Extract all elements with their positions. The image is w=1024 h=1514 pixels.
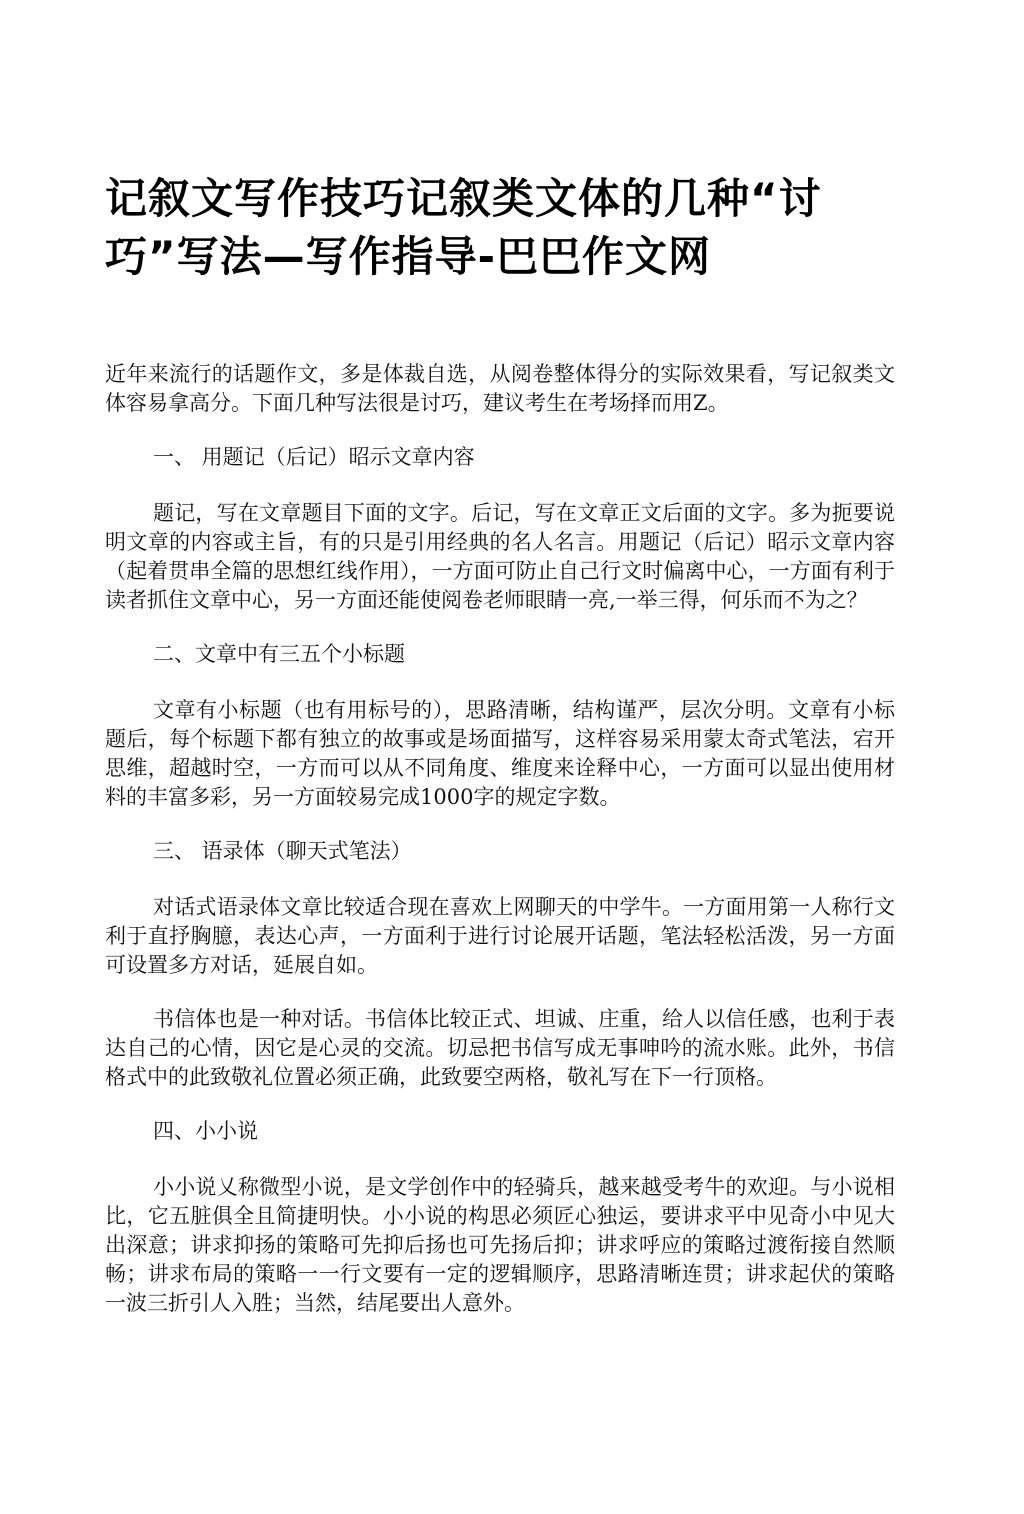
intro-paragraph: 近年来流行的话题作文，多是体裁自选，从阅卷整体得分的实际效果看，写记叙类文体容易拿高分。下面几种写法很是讨巧，建议考生在考场择而用Z。: [105, 362, 895, 415]
section-4-paragraph: 小小说乂称微型小说，是文学创作中的轻骑兵，越来越受考牛的欢迎。与小说相比，它五脏俱全且简捷明快。小小说的构思必须匠心独运，要讲求平中见奇小中见大出深意；讲求抑扬的策略可先抑后扬也可先扬后抑；讲求呼应的策略过渡衔接自然顺畅；讲求布局的策略一一行文要有一定的逻辑顺序，思路清晰连贯；讲求起伏的策略一波三折引人入胜；当然，结尾要出人意外。: [105, 1175, 895, 1315]
section-2-paragraph: 文章有小标题（也有用标号的），思路清晰，结构谨严，层次分明。文章有小标题后，每个标题下都有独立的故事或是场面描写，这样容易采用蒙太奇式笔法，宕开思维，超越时空，一方而可以从不同角度、维度来诠释中心，一方面可以显出使用材料的丰富多彩，另一方面较易完成1000字的规定字数。: [105, 698, 895, 809]
section-heading-2: 二、文章中有三五个小标题: [153, 642, 405, 666]
document-body: [105, 360, 895, 1343]
section-heading-4: 四、小小说: [153, 1119, 258, 1143]
section-3-paragraph-1: 对话式语录体文章比较适合现在喜欢上网聊天的中学牛。一方面用第一人称行文利于直抒胸臆，表达心声，一方面利于进行讨论展开话题，笔法轻松活泼，另一方面可设置多方对话，延展自如。: [105, 895, 895, 977]
section-heading-1: 一、 用题记（后记）昭示文章内容: [153, 445, 475, 469]
page-title: 记叙文写作技巧记叙类文体的几种“讨巧”写法—写作指导-巴巴作文网: [105, 174, 822, 281]
section-1-paragraph: 题记，写在文章题目下面的文字。后记，写在文章正文后面的文字。多为扼要说明文章的内容或主旨，有的只是引用经典的名人名言。用题记（后记）昭示文章内容（起着贯串全篇的思想红线作用），一方面可防止自己行文时偏离中心，一方面有利于读者抓住文章中心，另一方面还能使阅卷老师眼睛一亮,一举三得，何乐而不为之？: [105, 501, 895, 612]
section-3-paragraph-2: 书信体也是一种对话。书信体比较正式、坦诚、庄重，给人以信任感，也利于表达自己的心情，因它是心灵的交流。切忌把书信写成无事呻吟的流水账。此外，书信格式中的此致敬礼位置必须正确，此致要空两格，敬礼写在下一行顶格。: [105, 1007, 895, 1089]
section-heading-3: 三、 语录体（聊天式笔法）: [153, 839, 412, 863]
document-header: [105, 170, 895, 286]
